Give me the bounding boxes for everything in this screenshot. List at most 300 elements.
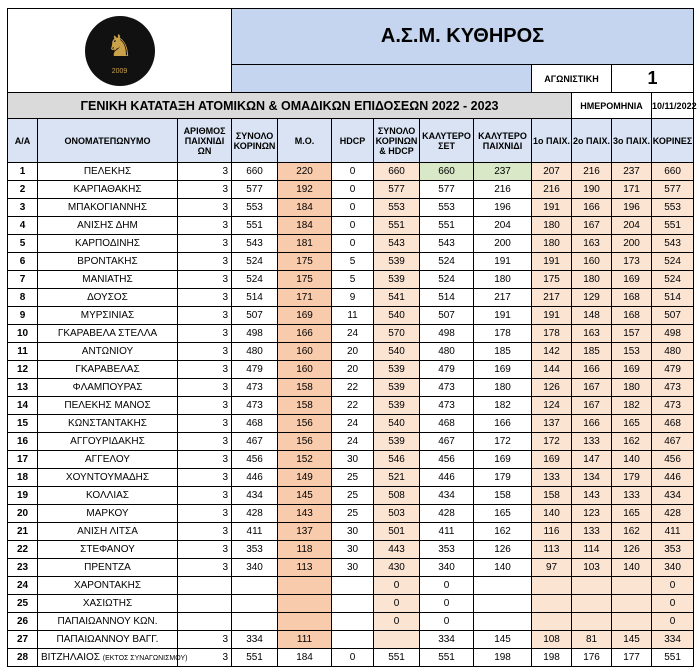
cell-g1: 217 <box>532 289 572 307</box>
cell-aa: 24 <box>8 577 38 595</box>
cell-g2: 81 <box>572 631 612 649</box>
cell-name: ΠΡΕΝΤΖΑ <box>38 559 178 577</box>
cell-total-hdcp: 570 <box>374 325 420 343</box>
cell-best-game: 180 <box>474 271 532 289</box>
cell-pins: 551 <box>652 649 694 667</box>
cell-hdcp: 25 <box>332 469 374 487</box>
cell-hdcp: 24 <box>332 433 374 451</box>
cell-best-set: 507 <box>420 307 474 325</box>
table-row <box>8 577 694 595</box>
cell-total: 480 <box>232 343 278 361</box>
table-row <box>8 361 694 379</box>
cell-avg: 113 <box>278 559 332 577</box>
cell-name: ΜΠΑΚΟΓΙΑΝΝΗΣ <box>38 199 178 217</box>
col-best-game: ΚΑΛΥΤΕΡΟ ΠΑΙΧΝΙΔΙ <box>474 119 532 163</box>
cell-best-game: 191 <box>474 307 532 325</box>
cell-avg: 184 <box>278 199 332 217</box>
cell-hdcp: 5 <box>332 271 374 289</box>
cell-name: ΚΩΝΣΤΑΝΤΑΚΗΣ <box>38 415 178 433</box>
cell-hdcp: 22 <box>332 379 374 397</box>
cell-pins: 334 <box>652 631 694 649</box>
cell-total-hdcp: 540 <box>374 343 420 361</box>
cell-aa: 14 <box>8 397 38 415</box>
cell-best-game: 126 <box>474 541 532 559</box>
cell-name: ΠΑΠΑΙΩΑΝΝΟΥ ΚΩΝ. <box>38 613 178 631</box>
cell-best-set: 551 <box>420 217 474 235</box>
cell-aa: 27 <box>8 631 38 649</box>
cell-total-hdcp <box>374 631 420 649</box>
cell-total-hdcp: 501 <box>374 523 420 541</box>
cell-total-hdcp: 546 <box>374 451 420 469</box>
cell-g1: 180 <box>532 235 572 253</box>
cell-games: 3 <box>178 289 232 307</box>
cell-g3: 168 <box>612 307 652 325</box>
table-row <box>8 487 694 505</box>
cell-aa: 11 <box>8 343 38 361</box>
cell-games: 3 <box>178 415 232 433</box>
cell-best-set: 473 <box>420 397 474 415</box>
table-row <box>8 505 694 523</box>
table-row <box>8 217 694 235</box>
cell-g3: 169 <box>612 361 652 379</box>
date-value: 10/11/2022 <box>652 93 694 119</box>
cell-total-hdcp: 577 <box>374 181 420 199</box>
cell-best-set: 0 <box>420 595 474 613</box>
cell-aa: 9 <box>8 307 38 325</box>
cell-avg: 158 <box>278 397 332 415</box>
cell-hdcp <box>332 595 374 613</box>
cell-g2: 166 <box>572 415 612 433</box>
cell-total-hdcp: 0 <box>374 613 420 631</box>
cell-hdcp: 11 <box>332 307 374 325</box>
cell-total: 467 <box>232 433 278 451</box>
agonistiki-label: ΑΓΩΝΙΣΤΙΚΗ <box>532 65 612 93</box>
cell-hdcp: 0 <box>332 649 374 667</box>
cell-name: ΔΟΥΣΟΣ <box>38 289 178 307</box>
cell-pins: 543 <box>652 235 694 253</box>
cell-g2: 176 <box>572 649 612 667</box>
cell-games: 3 <box>178 181 232 199</box>
cell-games: 3 <box>178 649 232 667</box>
cell-g1: 191 <box>532 253 572 271</box>
cell-hdcp: 30 <box>332 559 374 577</box>
cell-total-hdcp: 539 <box>374 253 420 271</box>
cell-hdcp: 20 <box>332 343 374 361</box>
cell-aa: 8 <box>8 289 38 307</box>
cell-g1: 175 <box>532 271 572 289</box>
cell-games: 3 <box>178 307 232 325</box>
cell-games: 3 <box>178 631 232 649</box>
table-row <box>8 631 694 649</box>
table-row <box>8 415 694 433</box>
cell-g1: 108 <box>532 631 572 649</box>
cell-name <box>38 649 188 667</box>
cell-g3: 196 <box>612 199 652 217</box>
cell-pins: 456 <box>652 451 694 469</box>
cell-best-game: 191 <box>474 253 532 271</box>
cell-g3: 180 <box>612 379 652 397</box>
cell-aa: 19 <box>8 487 38 505</box>
cell-g2: 190 <box>572 181 612 199</box>
cell-games: 3 <box>178 271 232 289</box>
cell-total: 428 <box>232 505 278 523</box>
cell-aa: 3 <box>8 199 38 217</box>
cell-g1: 191 <box>532 199 572 217</box>
cell-total-hdcp: 539 <box>374 271 420 289</box>
cell-g2: 133 <box>572 523 612 541</box>
cell-hdcp: 5 <box>332 253 374 271</box>
cell-games: 3 <box>178 343 232 361</box>
cell-best-set: 524 <box>420 253 474 271</box>
column-header-row <box>8 119 694 163</box>
cell-g3: 140 <box>612 451 652 469</box>
cell-aa: 25 <box>8 595 38 613</box>
cell-best-set: 551 <box>420 649 474 667</box>
cell-g2: 129 <box>572 289 612 307</box>
date-label: ΗΜΕΡΟΜΗΝΙΑ <box>572 93 652 119</box>
cell-hdcp: 25 <box>332 487 374 505</box>
cell-g1 <box>532 577 572 595</box>
cell-g1: 180 <box>532 217 572 235</box>
cell-aa: 6 <box>8 253 38 271</box>
cell-pins: 446 <box>652 469 694 487</box>
cell-pins: 551 <box>652 217 694 235</box>
cell-hdcp: 25 <box>332 505 374 523</box>
cell-best-game: 179 <box>474 469 532 487</box>
cell-aa: 13 <box>8 379 38 397</box>
cell-avg: 181 <box>278 235 332 253</box>
cell-best-game: 200 <box>474 235 532 253</box>
cell-avg: 152 <box>278 451 332 469</box>
cell-best-game: 185 <box>474 343 532 361</box>
table-row <box>8 433 694 451</box>
cell-games: 3 <box>178 235 232 253</box>
cell-best-set: 467 <box>420 433 474 451</box>
cell-name: ΧΑΡΟΝΤΑΚΗΣ <box>38 577 178 595</box>
cell-g1: 178 <box>532 325 572 343</box>
cell-g2: 167 <box>572 217 612 235</box>
cell-g2: 185 <box>572 343 612 361</box>
cell-games: 3 <box>178 523 232 541</box>
cell-avg: 169 <box>278 307 332 325</box>
table-row <box>8 325 694 343</box>
cell-games: 3 <box>178 559 232 577</box>
col-total-hdcp: ΣΥΝΟΛΟ ΚΟΡΙΝΩΝ & HDCP <box>374 119 420 163</box>
cell-total: 456 <box>232 451 278 469</box>
cell-avg: 137 <box>278 523 332 541</box>
cell-games: 3 <box>178 253 232 271</box>
subtitle: ΓΕΝΙΚΗ ΚΑΤΑΤΑΞΗ ΑΤΟΜΙΚΩΝ & ΟΜΑΔΙΚΩΝ ΕΠΙΔΟΣΕΩΝ 2022 - 2023 <box>8 93 572 119</box>
cell-total: 468 <box>232 415 278 433</box>
cell-g2: 167 <box>572 379 612 397</box>
cell-g3: 165 <box>612 415 652 433</box>
cell-best-set: 514 <box>420 289 474 307</box>
cell-g1: 172 <box>532 433 572 451</box>
cell-total: 660 <box>232 163 278 181</box>
cell-avg: 175 <box>278 253 332 271</box>
cell-total-hdcp: 539 <box>374 361 420 379</box>
cell-name: ΒΡΟΝΤΑΚΗΣ <box>38 253 178 271</box>
cell-name: ΑΝΙΣΗΣ ΔΗΜ <box>38 217 178 235</box>
cell-avg: 184 <box>278 649 332 667</box>
cell-hdcp: 0 <box>332 163 374 181</box>
cell-aa: 17 <box>8 451 38 469</box>
cell-avg <box>278 577 332 595</box>
cell-total: 473 <box>232 397 278 415</box>
blank-header-band <box>232 65 532 93</box>
cell-games: 3 <box>178 325 232 343</box>
cell-name: ΚΑΡΠΑΘΑΚΗΣ <box>38 181 178 199</box>
cell-g2: 166 <box>572 361 612 379</box>
cell-aa: 1 <box>8 163 38 181</box>
cell-total: 553 <box>232 199 278 217</box>
cell-total: 340 <box>232 559 278 577</box>
cell-g2: 114 <box>572 541 612 559</box>
cell-avg: 158 <box>278 379 332 397</box>
cell-total: 334 <box>232 631 278 649</box>
cell-g2: 134 <box>572 469 612 487</box>
cell-g1: 144 <box>532 361 572 379</box>
cell-total <box>232 595 278 613</box>
cell-hdcp: 24 <box>332 415 374 433</box>
cell-games: 3 <box>178 397 232 415</box>
cell-total: 543 <box>232 235 278 253</box>
cell-total-hdcp: 0 <box>374 577 420 595</box>
cell-g2: 160 <box>572 253 612 271</box>
cell-g1: 113 <box>532 541 572 559</box>
table-row <box>8 271 694 289</box>
cell-g3: 182 <box>612 397 652 415</box>
col-total: ΣΥΝΟΛΟ ΚΟΡΙΝΩΝ <box>232 119 278 163</box>
cell-games <box>178 595 232 613</box>
cell-total-hdcp: 540 <box>374 415 420 433</box>
cell-hdcp: 0 <box>332 199 374 217</box>
cell-avg: 175 <box>278 271 332 289</box>
cell-best-game: 169 <box>474 451 532 469</box>
col-g2: 2ο ΠΑΙΧ. <box>572 119 612 163</box>
cell-g2 <box>572 595 612 613</box>
cell-games: 3 <box>178 469 232 487</box>
cell-pins: 524 <box>652 253 694 271</box>
cell-total: 551 <box>232 649 278 667</box>
logo-year: 2009 <box>111 67 128 75</box>
cell-g2 <box>572 577 612 595</box>
cell-aa: 16 <box>8 433 38 451</box>
cell-pins: 553 <box>652 199 694 217</box>
cell-best-set: 456 <box>420 451 474 469</box>
cell-best-set: 660 <box>420 163 474 181</box>
cell-name: ΦΛΑΜΠΟΥΡΑΣ <box>38 379 178 397</box>
cell-best-game: 196 <box>474 199 532 217</box>
cell-pins: 524 <box>652 271 694 289</box>
cell-hdcp: 22 <box>332 397 374 415</box>
cell-best-set: 543 <box>420 235 474 253</box>
cell-total-hdcp: 551 <box>374 649 420 667</box>
cell-name: ΑΝΙΣΗ ΛΙΤΣΑ <box>38 523 178 541</box>
cell-name: ΚΑΡΠΟΔΙΝΗΣ <box>38 235 178 253</box>
cell-pins: 0 <box>652 595 694 613</box>
cell-avg <box>278 613 332 631</box>
cell-best-game: 145 <box>474 631 532 649</box>
cell-best-game: 162 <box>474 523 532 541</box>
cell-hdcp: 9 <box>332 289 374 307</box>
cell-total: 551 <box>232 217 278 235</box>
cell-g1: 97 <box>532 559 572 577</box>
cell-g3: 204 <box>612 217 652 235</box>
cell-best-set: 468 <box>420 415 474 433</box>
cell-avg: 160 <box>278 361 332 379</box>
cell-g2: 163 <box>572 235 612 253</box>
cell-avg: 184 <box>278 217 332 235</box>
cell-games: 3 <box>178 433 232 451</box>
cell-games: 3 <box>178 217 232 235</box>
cell-avg: 156 <box>278 433 332 451</box>
cell-games: 3 <box>178 451 232 469</box>
cell-best-game: 182 <box>474 397 532 415</box>
col-g1: 1ο ΠΑΙΧ. <box>532 119 572 163</box>
cell-pins: 428 <box>652 505 694 523</box>
cell-best-game: 216 <box>474 181 532 199</box>
cell-aa: 15 <box>8 415 38 433</box>
cell-g1: 137 <box>532 415 572 433</box>
cell-best-set: 473 <box>420 379 474 397</box>
table-row <box>8 469 694 487</box>
logo-cell <box>8 9 232 93</box>
cell-pins: 0 <box>652 613 694 631</box>
cell-g3: 153 <box>612 343 652 361</box>
cell-aa: 4 <box>8 217 38 235</box>
cell-best-set: 434 <box>420 487 474 505</box>
cell-total: 446 <box>232 469 278 487</box>
cell-name: ΧΑΣΙΩΤΗΣ <box>38 595 178 613</box>
cell-total: 411 <box>232 523 278 541</box>
cell-pins: 473 <box>652 397 694 415</box>
cell-best-set: 446 <box>420 469 474 487</box>
cell-name: ΑΓΓΕΛΟΥ <box>38 451 178 469</box>
cell-name: ΜΥΡΣΙΝΙΑΣ <box>38 307 178 325</box>
cell-g3: 171 <box>612 181 652 199</box>
cell-g3: 200 <box>612 235 652 253</box>
cell-aa: 23 <box>8 559 38 577</box>
cell-best-set: 480 <box>420 343 474 361</box>
cell-best-set: 428 <box>420 505 474 523</box>
col-best-set: ΚΑΛΥΤΕΡΟ ΣΕΤ <box>420 119 474 163</box>
cell-g2: 163 <box>572 325 612 343</box>
cell-best-game: 204 <box>474 217 532 235</box>
cell-total-hdcp: 0 <box>374 595 420 613</box>
cell-g3: 145 <box>612 631 652 649</box>
cell-pins: 507 <box>652 307 694 325</box>
cell-hdcp <box>332 613 374 631</box>
cell-name: ΧΟΥΝΤΟΥΜΑΔΗΣ <box>38 469 178 487</box>
cell-total: 353 <box>232 541 278 559</box>
cell-g2: 166 <box>572 199 612 217</box>
table-row <box>8 649 694 667</box>
cell-hdcp: 30 <box>332 451 374 469</box>
cell-g2: 180 <box>572 271 612 289</box>
cell-games: 3 <box>178 505 232 523</box>
cell-best-game: 172 <box>474 433 532 451</box>
cell-total: 479 <box>232 361 278 379</box>
club-logo <box>85 16 155 86</box>
table-row <box>8 397 694 415</box>
table-row <box>8 199 694 217</box>
table-row <box>8 541 694 559</box>
cell-games: 3 <box>178 199 232 217</box>
cell-best-game: 158 <box>474 487 532 505</box>
cell-avg: 118 <box>278 541 332 559</box>
cell-total-hdcp: 540 <box>374 307 420 325</box>
cell-avg: 171 <box>278 289 332 307</box>
cell-best-set: 353 <box>420 541 474 559</box>
cell-total: 507 <box>232 307 278 325</box>
cell-g2: 133 <box>572 433 612 451</box>
cell-hdcp: 24 <box>332 325 374 343</box>
cell-best-game: 169 <box>474 361 532 379</box>
cell-total-hdcp: 503 <box>374 505 420 523</box>
cell-pins: 434 <box>652 487 694 505</box>
cell-games: 3 <box>178 379 232 397</box>
cell-g3 <box>612 613 652 631</box>
cell-g2: 147 <box>572 451 612 469</box>
cell-pins: 498 <box>652 325 694 343</box>
cell-name: ΚΟΛΛΙΑΣ <box>38 487 178 505</box>
col-g3: 3ο ΠΑΙΧ. <box>612 119 652 163</box>
cell-total-hdcp: 539 <box>374 397 420 415</box>
table-row <box>8 253 694 271</box>
cell-g2: 216 <box>572 163 612 181</box>
cell-total-hdcp: 551 <box>374 217 420 235</box>
cell-total-hdcp: 539 <box>374 379 420 397</box>
cell-best-set: 411 <box>420 523 474 541</box>
cell-hdcp: 0 <box>332 235 374 253</box>
cell-g2: 167 <box>572 397 612 415</box>
table-row <box>8 559 694 577</box>
cell-avg: 156 <box>278 415 332 433</box>
cell-g3 <box>612 577 652 595</box>
cell-g3 <box>612 595 652 613</box>
cell-g1: 191 <box>532 307 572 325</box>
cell-g3: 133 <box>612 487 652 505</box>
out-of-competition-note: (ΕΚΤΟΣ ΣΥΝΑΓΩΝΙΣΜΟΥ) <box>102 655 188 662</box>
cell-pins: 473 <box>652 379 694 397</box>
cell-best-game: 165 <box>474 505 532 523</box>
cell-total <box>232 613 278 631</box>
cell-avg: 160 <box>278 343 332 361</box>
cell-g3: 126 <box>612 541 652 559</box>
cell-best-set: 553 <box>420 199 474 217</box>
cell-g3: 165 <box>612 505 652 523</box>
cell-pins: 0 <box>652 577 694 595</box>
cell-g3: 177 <box>612 649 652 667</box>
table-row <box>8 235 694 253</box>
cell-name: ΓΚΑΡΑΒΕΛΑΣ <box>38 361 178 379</box>
col-games: ΑΡΙΘΜΟΣ ΠΑΙΧΝΙΔΙ ΩΝ <box>178 119 232 163</box>
cell-g1: 124 <box>532 397 572 415</box>
cell-avg: 192 <box>278 181 332 199</box>
table-row <box>8 163 694 181</box>
cell-g1: 142 <box>532 343 572 361</box>
cell-hdcp: 0 <box>332 217 374 235</box>
ranking-table <box>7 8 697 667</box>
cell-best-game: 180 <box>474 379 532 397</box>
table-row <box>8 523 694 541</box>
cell-g3: 169 <box>612 271 652 289</box>
cell-pins: 411 <box>652 523 694 541</box>
col-name: ΟΝΟΜΑΤΕΠΩΝΥΜΟ <box>38 119 178 163</box>
cell-aa: 20 <box>8 505 38 523</box>
col-pins: ΚΟΡΙΝΕΣ <box>652 119 694 163</box>
